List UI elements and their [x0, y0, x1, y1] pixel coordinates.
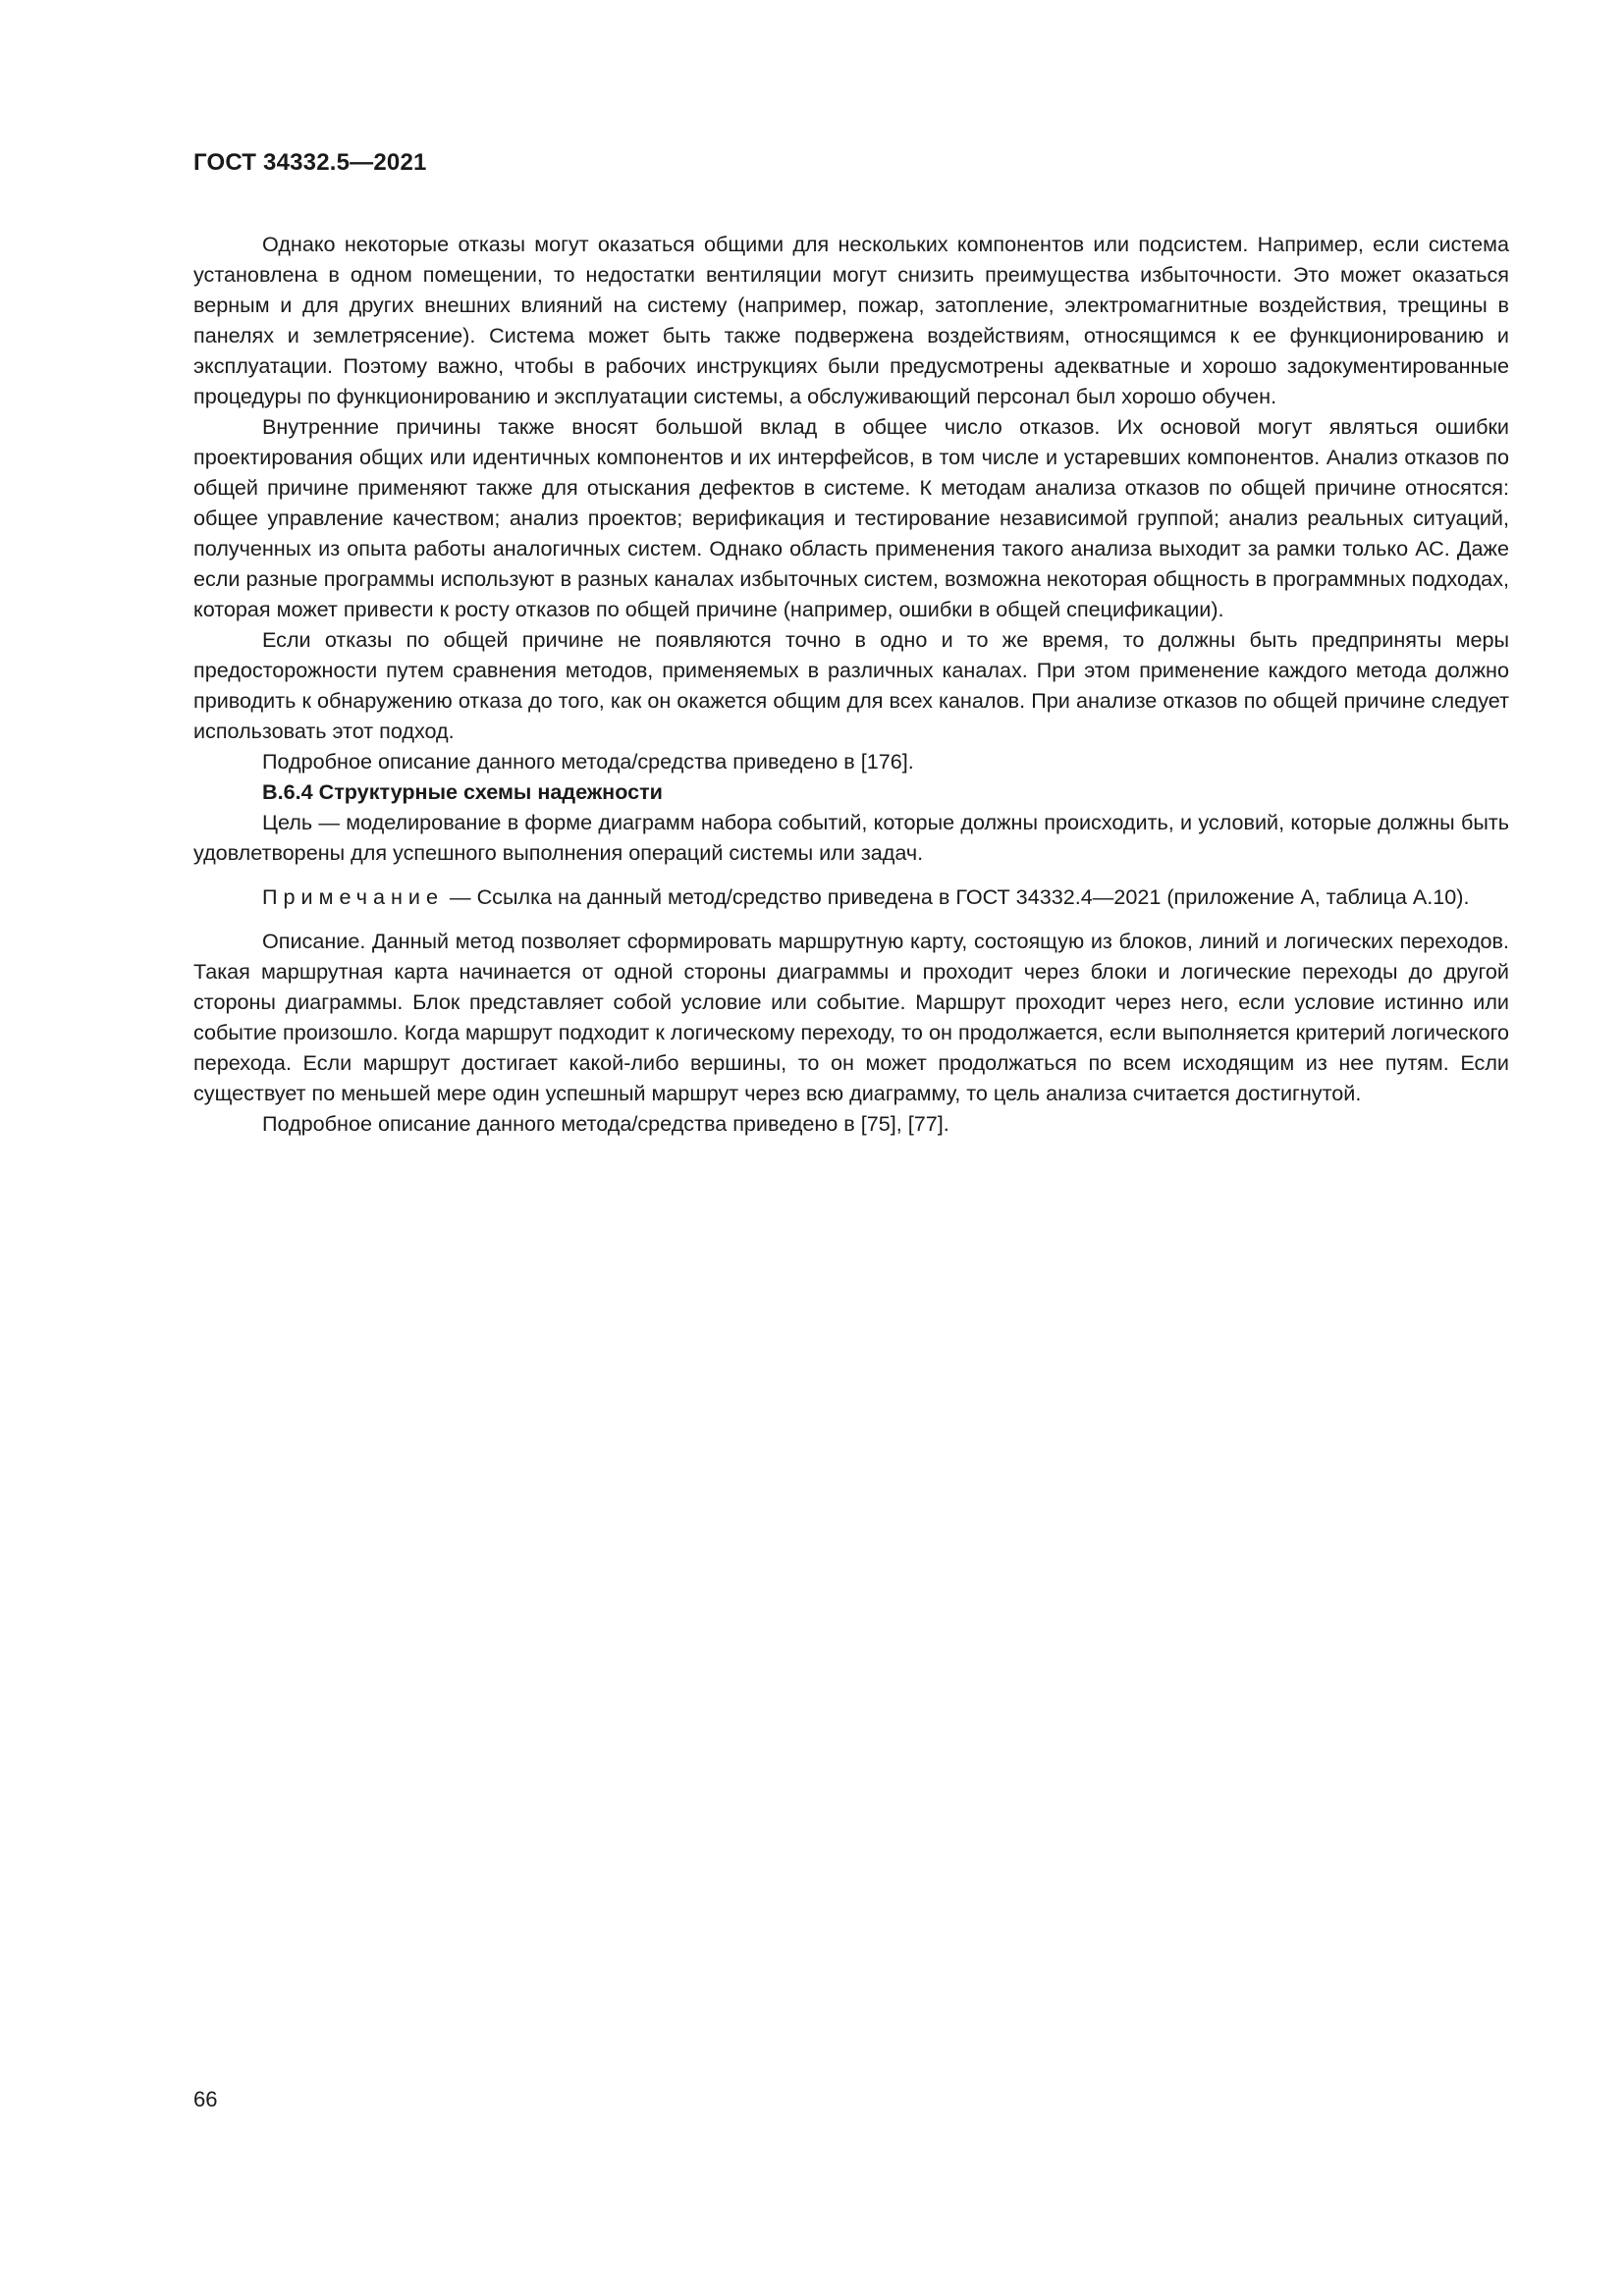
paragraph-goal: Цель — моделирование в форме диаграмм набора событий, которые должны происходить, и условий, которые должны быть удовлетворены для успешного выполнения операций системы или задач.	[193, 810, 1509, 865]
note-text: — Ссылка на данный метод/средство приведена в ГОСТ 34332.4—2021 (приложение А, таблица А.10).	[444, 884, 1470, 909]
paragraph-common-failures: Однако некоторые отказы могут оказаться общими для нескольких компонентов или подсистем. Например, если система установлена в одном помещении, то недостатки вентиляции могут снизить преимущества избыточности. Это может оказаться верным и для других внешних влияний на систему (например, пожар, затопление, электромагнитные воздействия, трещины в панелях и землетрясение). Система может быть также подвержена воздействиям, относящимся к ее функционированию и эксплуатации. Поэтому важно, чтобы в рабочих инструкциях были предусмотрены адекватные и хорошо задокументированные процедуры по функционированию и эксплуатации системы, а обслуживающий персонал был хорошо обучен.	[193, 232, 1509, 408]
section-heading: В.6.4 Структурные схемы надежности	[262, 779, 663, 804]
document-header-code: ГОСТ 34332.5—2021	[193, 149, 427, 176]
paragraph-precautions: Если отказы по общей причине не появляются точно в одно и то же время, то должны быть предприняты меры предосторожности путем сравнения методов, применяемых в различных каналах. При этом применение каждого метода должно приводить к обнаружению отказа до того, как он окажется общим для всех каналов. При анализе отказов по общей причине следует использовать этот подход.	[193, 627, 1509, 743]
paragraph-reference-75-77: Подробное описание данного метода/средства приведено в [75], [77].	[262, 1111, 949, 1136]
note-label: Примечание	[262, 884, 444, 909]
note-paragraph	[193, 881, 1509, 912]
page-number: 66	[193, 2087, 218, 2111]
document-body	[193, 229, 1509, 1139]
paragraph-description: Описание. Данный метод позволяет сформировать маршрутную карту, состоящую из блоков, линий и логических переходов. Такая маршрутная карта начинается от одной стороны диаграммы и проходит через блоки и логические переходы до другой стороны диаграммы. Блок представляет собой условие или событие. Маршрут проходит через него, если условие истинно или событие произошло. Когда маршрут подходит к логическому переходу, то он продолжается, если выполняется критерий логического перехода. Если маршрут достигает какой-либо вершины, то он может продолжаться по всем исходящим из нее путям. Если существует по меньшей мере один успешный маршрут через всю диаграмму, то цель анализа считается достигнутой.	[193, 929, 1509, 1105]
paragraph-internal-causes: Внутренние причины также вносят большой вклад в общее число отказов. Их основой могут являться ошибки проектирования общих или идентичных компонентов и их интерфейсов, в том числе и устаревших компонентов. Анализ отказов по общей причине применяют также для отыскания дефектов в системе. К методам анализа отказов по общей причине относятся: общее управление качеством; анализ проектов; верификация и тестирование независимой группой; анализ реальных ситуаций, полученных из опыта работы аналогичных систем. Однако область применения такого анализа выходит за рамки только АС. Даже если разные программы используют в разных каналах избыточных систем, возможна некоторая общность в программных подходах, которая может привести к росту отказов по общей причине (например, ошибки в общей спецификации).	[193, 414, 1509, 621]
paragraph-reference-176: Подробное описание данного метода/средства приведено в [176].	[262, 749, 914, 774]
